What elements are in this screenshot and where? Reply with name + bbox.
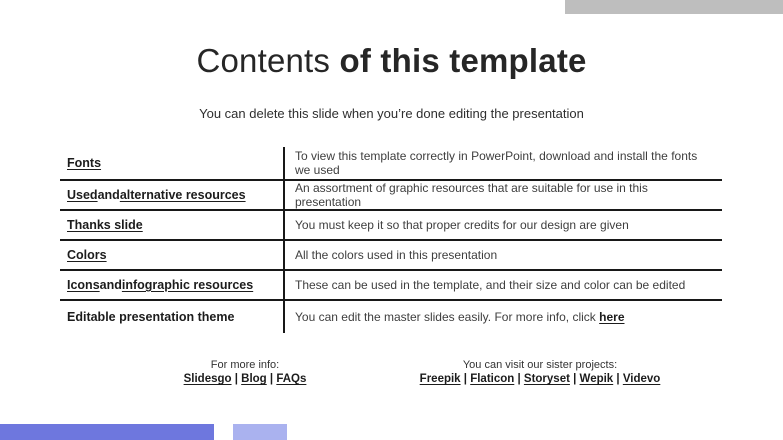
here-link[interactable]: here [599,310,625,324]
row-label [60,241,283,269]
topic-link[interactable]: infographic resources [121,278,254,292]
row-label [60,181,283,209]
topic-link[interactable]: Thanks slide [67,218,143,232]
table-row [60,241,722,271]
page-title [0,42,783,80]
footer-sister-projects [400,358,680,386]
label-text: Editable presentation theme [67,310,235,324]
description-text: All the colors used in this presentation [295,248,498,262]
footer-sister-links [400,372,680,386]
row-description [283,241,722,269]
row-label [60,301,283,333]
footer-storyset-link[interactable]: Storyset [523,373,570,385]
label-text: and [97,188,120,202]
footer-flaticon-link[interactable]: Flaticon [470,373,515,385]
topic-link[interactable]: Fonts [67,156,102,170]
row-description [283,147,722,179]
footer-videvo-link[interactable]: Videvo [622,373,661,385]
topic-link[interactable]: Icons [67,278,100,292]
topic-link[interactable]: Colors [67,248,107,262]
row-description [283,181,722,209]
link-separator: | [569,373,580,385]
footer-more-info [130,358,360,386]
bottom-left-accent-bar [0,424,214,440]
page-title-regular: Contents [196,42,340,79]
row-description [283,301,722,333]
link-separator: | [613,373,623,385]
footer-sister-heading: You can visit our sister projects: [462,359,618,371]
table-row [60,271,722,301]
footer-wepik-link[interactable]: Wepik [579,373,614,385]
footer-info-heading: For more info: [210,359,280,371]
topic-link[interactable]: Used [67,188,98,202]
row-label [60,147,283,179]
table-row [60,301,722,333]
table-row [60,147,722,181]
bottom-left-accent-bar-small [233,424,287,440]
label-text: and [99,278,122,292]
link-separator: | [266,373,277,385]
table-row [60,211,722,241]
description-text: These can be used in the template, and their size and color can be edited [295,278,686,292]
footer-faqs-link[interactable]: FAQs [276,373,307,385]
link-separator: | [460,373,471,385]
footer-freepik-link[interactable]: Freepik [419,373,461,385]
row-label [60,271,283,299]
contents-table [60,147,722,333]
description-text: An assortment of graphic resources that are suitable for use in this presentation [295,181,648,209]
top-right-accent-bar [565,0,783,14]
page-subtitle: You can delete this slide when you’re done editing the presentation [199,106,584,121]
description-text: To view this template correctly in PowerPoint, download and install the fonts we used [295,149,698,177]
footer-blog-link[interactable]: Blog [241,373,267,385]
page-title-bold: of this template [339,42,587,79]
description-text: You can edit the master slides easily. For more info, click [295,310,600,324]
table-row [60,181,722,211]
link-separator: | [514,373,524,385]
row-label [60,211,283,239]
topic-link[interactable]: alternative resources [119,188,246,202]
description-text: You must keep it so that proper credits for our design are given [295,218,629,232]
footer-info-links [130,372,360,386]
row-description [283,271,722,299]
row-description [283,211,722,239]
footer-slidesgo-link[interactable]: Slidesgo [183,373,232,385]
link-separator: | [231,373,242,385]
